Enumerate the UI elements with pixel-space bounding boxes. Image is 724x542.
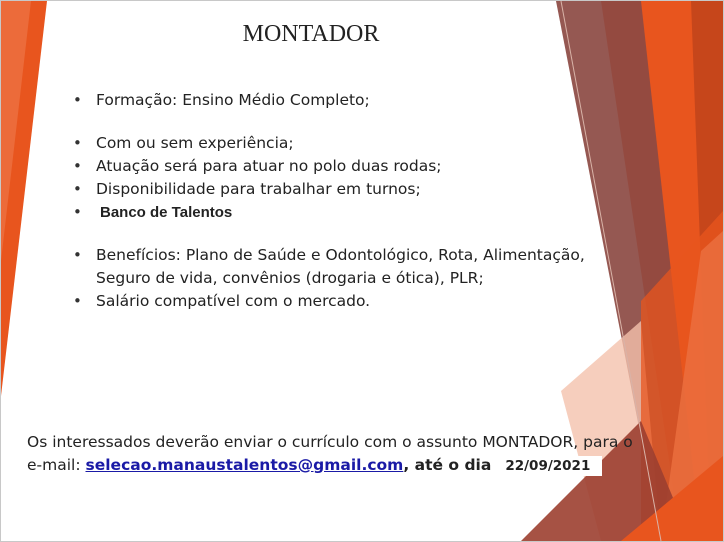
- email-link[interactable]: selecao.manaustalentos@gmail.com: [85, 456, 404, 474]
- requirements-list: [73, 89, 593, 313]
- list-item: • Benefícios: Plano de Saúde e Odontológico, Rota, Alimentação, Seguro de vida, convênios (drogaria e ótica), PLR;: [73, 244, 593, 290]
- list-item: • Formação: Ensino Médio Completo;: [73, 89, 593, 112]
- list-item: [73, 201, 593, 224]
- talent-bank-label: Banco de Talentos: [100, 204, 233, 221]
- slide-title: MONTADOR: [242, 21, 380, 47]
- list-item: • Salário compatível com o mercado.: [73, 290, 593, 313]
- instructions-line: Os interessados deverão enviar o currículo com o assunto MONTADOR, para o: [27, 433, 633, 451]
- email-line: [27, 454, 667, 477]
- list-item: • Disponibilidade para trabalhar em turnos;: [73, 178, 593, 201]
- deadline-label: , até o dia: [403, 456, 492, 474]
- email-prefix: e-mail:: [27, 456, 86, 474]
- list-item: • Com ou sem experiência;: [73, 132, 593, 155]
- list-item: • Atuação será para atuar no polo duas rodas;: [73, 155, 593, 178]
- deadline-date: 22/09/2021: [495, 456, 602, 476]
- application-instructions: [27, 431, 667, 477]
